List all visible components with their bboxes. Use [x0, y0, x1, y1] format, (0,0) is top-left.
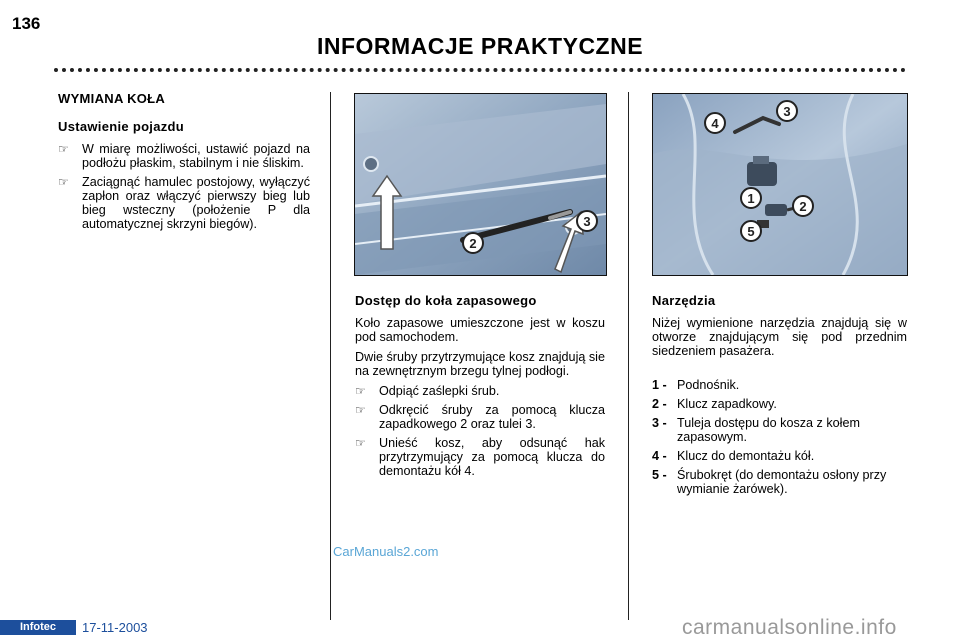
callout-label: 3 [583, 214, 591, 229]
list-item-text: Klucz zapadkowy. [677, 397, 777, 411]
subsection-title: Ustawienie pojazdu [58, 119, 185, 134]
list-item [355, 436, 605, 478]
callout-label: 5 [747, 224, 755, 239]
list-item [652, 449, 907, 463]
column-tools [652, 294, 907, 501]
page-number: 136 [12, 14, 41, 33]
list-item [58, 142, 310, 170]
section-title: WYMIANA KOŁA [58, 91, 166, 106]
list-item-text: Klucz do demontażu kół. [677, 449, 815, 463]
item-number: 5 - [652, 468, 667, 482]
column-divider [628, 92, 629, 620]
spare-wheel-access-photo [354, 93, 607, 276]
list-item-text: Odpiąć zaślepki śrub. [379, 384, 500, 398]
bullet-list [355, 384, 605, 478]
paragraph: Niżej wymienione narzędzia znajdują się w otworze znajdującym się pod przednim siedzeniem pasażera. [652, 316, 907, 358]
tools-photo [652, 93, 908, 276]
callout-label: 3 [783, 104, 791, 119]
item-number: 3 - [652, 416, 667, 430]
item-number: 4 - [652, 449, 667, 463]
list-item [652, 397, 907, 411]
list-item-text: Odkręcić śruby za pomocą klucza zapadkowego 2 oraz tulei 3. [379, 403, 605, 431]
infotec-logo: Infotec [0, 620, 76, 635]
tools-illustration [653, 94, 907, 275]
list-item-text: Tuleja dostępu do kosza z kołem zapasowym. [677, 416, 860, 444]
paragraph: Dwie śruby przytrzymujące kosz znajdują sie na zewnętrznym brzegu tylnej podłogi. [355, 350, 605, 378]
bullet-list [58, 142, 310, 231]
list-item-text: Unieść kosz, aby odsunąć hak przytrzymujący za pomocą klucza do demontażu kół 4. [379, 436, 605, 478]
list-item [652, 416, 907, 444]
list-item-text: Śrubokręt (do demontażu osłony przy wymianie żarówek). [677, 468, 887, 496]
tools-list [652, 378, 907, 496]
callout-label: 2 [799, 199, 807, 214]
list-item-text: Podnośnik. [677, 378, 740, 392]
column-spare-wheel-access [355, 294, 605, 483]
item-number: 2 - [652, 397, 667, 411]
footer-date: 17-11-2003 [82, 620, 148, 635]
list-item [652, 378, 907, 392]
watermark: carmanualsonline.info [682, 616, 897, 639]
pointing-hand-icon: ☞ [355, 436, 366, 450]
callout-label: 2 [469, 236, 477, 251]
list-item [355, 403, 605, 431]
pointing-hand-icon: ☞ [355, 403, 366, 417]
pointing-hand-icon: ☞ [58, 142, 69, 156]
pointing-hand-icon: ☞ [58, 175, 69, 189]
title-divider [54, 68, 906, 72]
column-divider [330, 92, 331, 620]
paragraph: Koło zapasowe umieszczone jest w koszu pod samochodem. [355, 316, 605, 344]
watermark: CarManuals2.com [333, 544, 439, 559]
list-item [58, 175, 310, 231]
subsection-title: Dostęp do koła zapasowego [355, 293, 537, 308]
column-vehicle-setup [58, 92, 310, 236]
list-item-text: Zaciągnąć hamulec postojowy, wyłączyć zapłon oraz włączyć pierwszy bieg lub bieg wsteczny (położenie P dla automatycznej skrzyni biegów). [82, 175, 310, 231]
list-item [652, 468, 907, 496]
list-item-text: W miarę możliwości, ustawić pojazd na podłożu płaskim, stabilnym i nie śliskim. [82, 142, 310, 170]
list-item [355, 384, 605, 398]
callout-label: 1 [747, 191, 755, 206]
page-title: INFORMACJE PRAKTYCZNE [316, 33, 644, 59]
subsection-title: Narzędzia [652, 293, 716, 308]
item-number: 1 - [652, 378, 667, 392]
pointing-hand-icon: ☞ [355, 384, 366, 398]
spare-wheel-access-illustration [355, 94, 606, 275]
callout-label: 4 [711, 116, 719, 131]
